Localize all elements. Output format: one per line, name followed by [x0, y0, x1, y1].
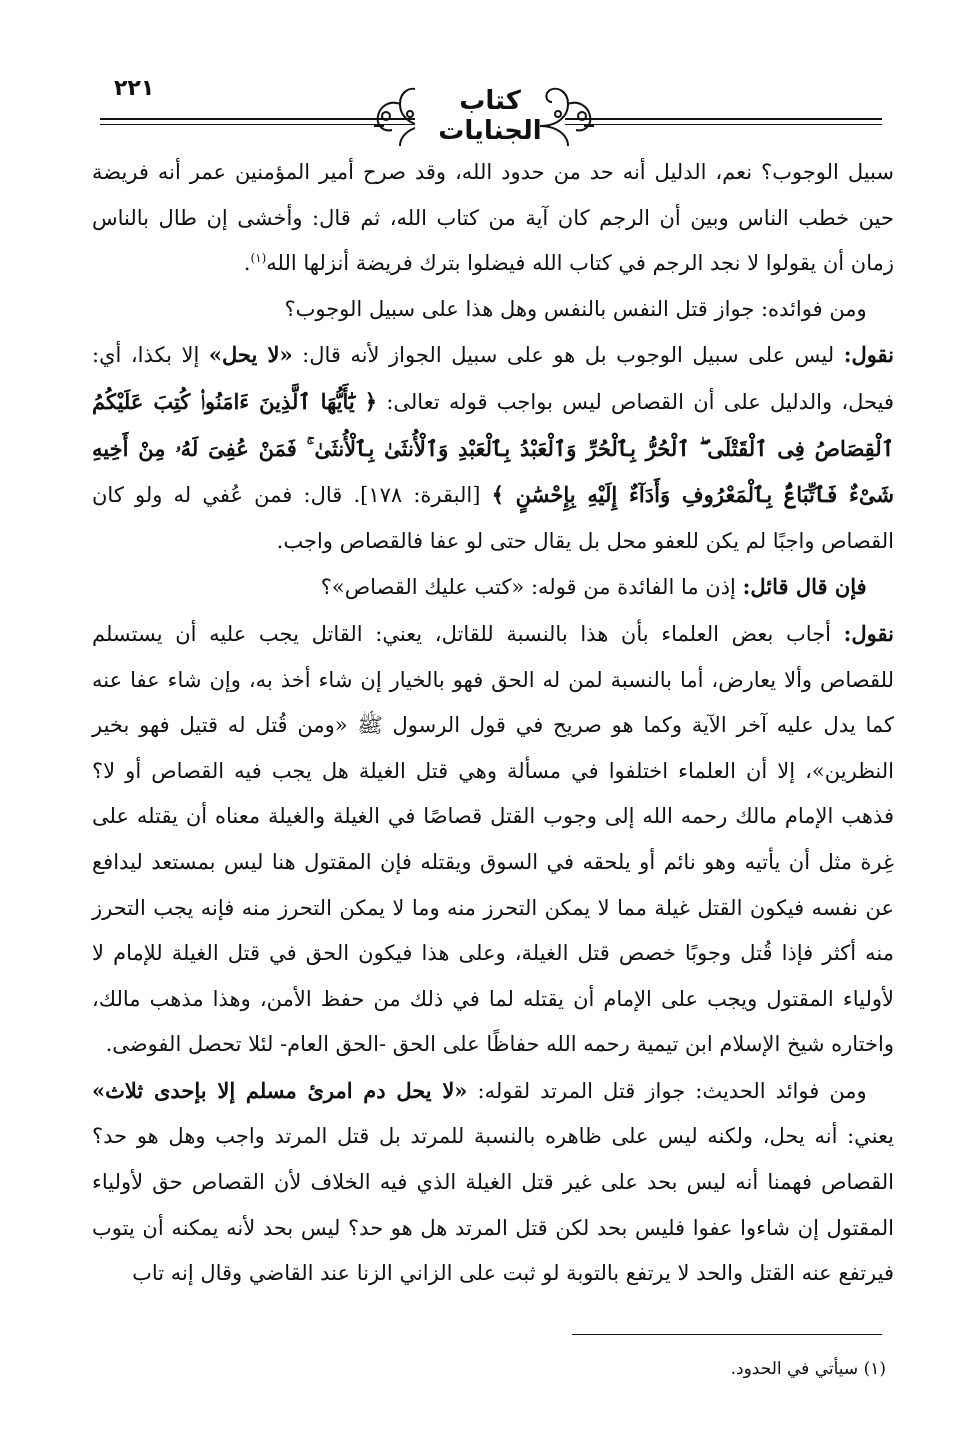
paragraph — [92, 1068, 894, 1297]
lead-word: فإن قال قائل: — [742, 574, 867, 600]
paragraph-text: إلا بكذا، أي: فيحل، والدليل على أن القصاص ليس بواجب قوله تعالى: — [92, 343, 894, 414]
hadith-quote: «لا يحل» — [208, 342, 293, 368]
page-header — [100, 72, 882, 152]
paragraph-text: ومن فوائد الحديث: جواز قتل المرتد لقوله: — [467, 1078, 867, 1103]
paragraph — [92, 332, 894, 564]
footnote-number: (١) — [863, 1359, 886, 1379]
page-title: كتاب الجنايات — [415, 86, 565, 146]
paragraph-text: أجاب بعض العلماء بأن هذا بالنسبة للقاتل، يعني: القاتل يجب عليه أن يستسلم للقصاص وألا يعارض، أما بالنسبة لمن له الحق فهو بالخيار إن شاء أخذ به، وإن شاء عفا عنه كما يدل عليه آخر الآية وكما هو صريح في قول الرسول ﷺ «ومن قُتل له قتيل فهو بخير النظرين»، إلا أن العلماء اختلفوا في مسألة وهي قتل الغيلة هل يجب فيه القصاص أو لا؟ فذهب الإمام مالك رحمه الله إلى وجوب القتل قصاصًا في الغيلة والغيلة معناه أن يقتله على غِرة مثل أن يأتيه وهو نائم أو يلحقه في السوق ويقتله فإن المقتول هنا ليس بمستعد ليدافع عن نفسه فيكون القتل غيلة مما لا يمكن التحرز منه وما لا يمكن التحرز منه فإنه يجب التحرز منه أكثر فإذا قُتل وجوبًا خصص قتل الغيلة، وعلى هذا فيكون الحق في قتل الغيلة للإمام لا لأولياء المقتول ويجب على الإمام أن يقتله لما في ذلك من حفظ الأمن، وهذا مذهب مالك، واختاره شيخ الإسلام ابن تيمية رحمه الله حفاظًا على الحق -الحق العام- لئلا تحصل الفوضى. — [92, 621, 894, 1057]
paragraph — [92, 564, 894, 611]
lead-word: نقول: — [843, 620, 894, 646]
footnote-marker: (١) — [250, 251, 267, 266]
footnote-text: سيأتي في الحدود. — [730, 1359, 864, 1379]
paragraph-text: . — [243, 251, 251, 276]
quran-verse: ﴿ يَٰٓأَيُّهَا ٱلَّذِينَ ءَامَنُوا۟ كُتِبَ عَلَيْكُمُ ٱلْقِصَاصُ فِى ٱلْقَتْلَى ۖ ٱلْحُرُّ بِٱلْحُرِّ وَٱلْعَبْدُ بِٱلْعَبْدِ وَٱلْأُنثَىٰ بِٱلْأُنثَىٰ ۚ فَمَنْ عُفِىَ لَهُۥ مِنْ أَخِيهِ شَىْءٌ فَٱتِّبَاعٌۢ بِٱلْمَعْرُوفِ وَأَدَآءٌ إِلَيْهِ بِإِحْسَٰنٍ ﴾ — [92, 388, 895, 508]
paragraph-text: يعني: أنه يحل، ولكنه ليس على ظاهره بالنسبة للمرتد بل قتل المرتد واجب وهل هو حد؟ القصاص فهمنا أنه ليس بحد على غير قتل الغيلة الذي فيه الخلاف لأن القصاص حق لأولياء المقتول إن شاءوا عفوا فليس بحد لكن قتل المرتد هل هو حد؟ ليس بحد لأنه يمكنه أن يتوب فيرتفع عنه القتل والحد لا يرتفع بالتوبة لو ثبت على الزاني الزنا عند القاضي وقال إنه تاب — [92, 1124, 894, 1286]
hadith-quote: «لا يحل دم امرئ مسلم إلا بإحدى ثلاث» — [92, 1077, 468, 1103]
page-number: ٢٢١ — [114, 76, 155, 101]
paragraph-text: سبيل الوجوب؟ نعم، الدليل أنه حد من حدود الله، وقد صرح أمير المؤمنين عمر أنه فريضة حين خطب الناس وبين أن الرجم كان آية من كتاب الله، ثم قال: وأخشى إن طال بالناس زمان أن يقولوا لا نجد الرجم في كتاب الله فيضلوا بترك فريضة أنزلها الله — [92, 160, 894, 276]
paragraph — [92, 150, 894, 287]
paragraph-text: إذن ما الفائدة من قوله: «كتب عليك القصاص»؟ — [320, 575, 743, 600]
paragraph-text: ليس على سبيل الوجوب بل هو على سبيل الجواز لأنه قال: — [292, 343, 844, 368]
footnote — [186, 1356, 886, 1382]
verse-reference: [البقرة: ١٧٨] — [360, 483, 492, 508]
paragraph — [92, 611, 894, 1068]
paragraph-text: . قال: فمن عُفي له ولو كان القصاص واجبًا لم يكن للعفو محل بل يقال حتى لو عفا فالقصاص واجب. — [92, 483, 894, 553]
body-text — [92, 150, 894, 1297]
paragraph: ومن فوائده: جواز قتل النفس بالنفس وهل هذا على سبيل الوجوب؟ — [284, 296, 867, 321]
lead-word: نقول: — [843, 342, 895, 368]
footnote-divider — [572, 1334, 882, 1335]
right-ornament-icon — [538, 80, 598, 150]
